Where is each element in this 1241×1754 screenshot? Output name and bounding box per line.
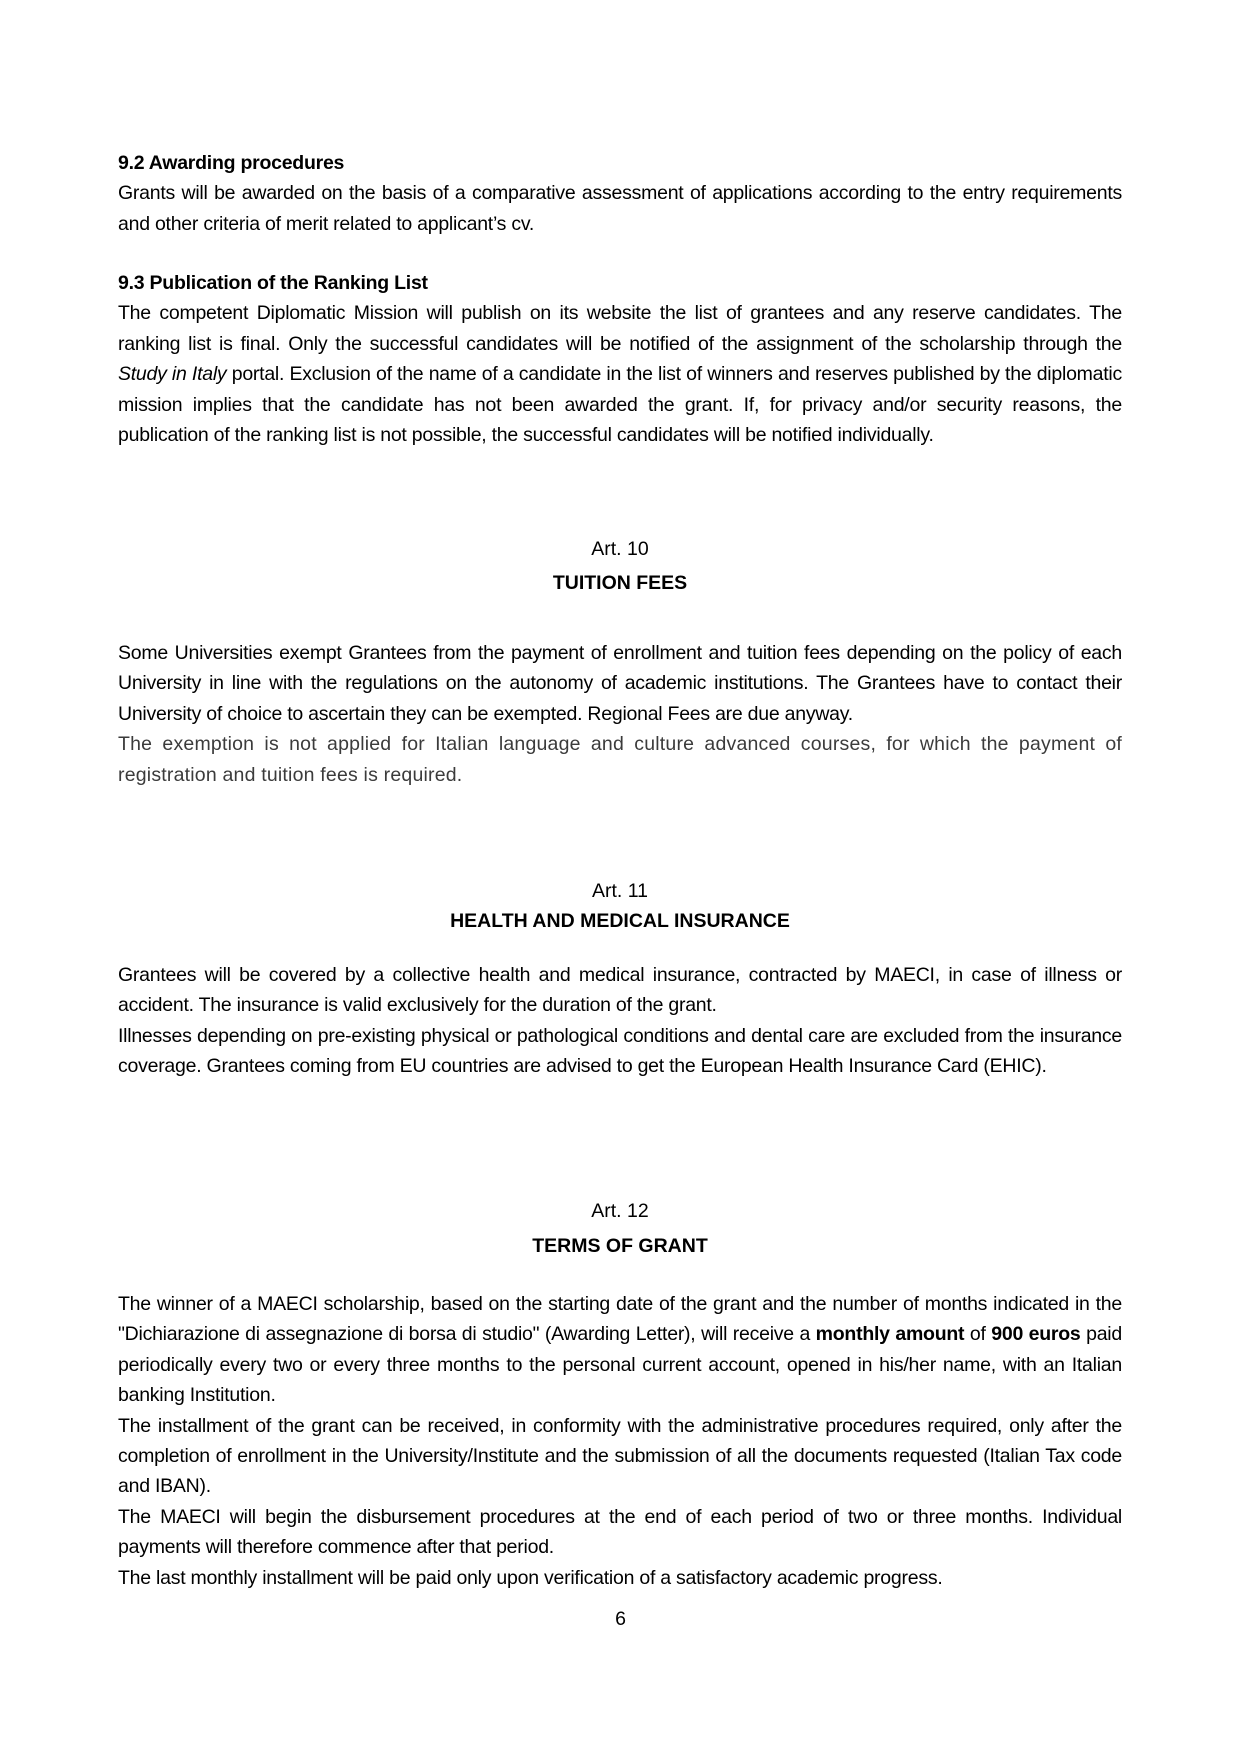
article-paragraph: Some Universities exempt Grantees from the payment of enrollment and tuition fees depending on the policy of each University in line with the regulations on the autonomy of academic institutions. The Grantees have to contact their University of choice to ascertain they can be exempted. Regional Fees are due anyway.: [118, 642, 1122, 725]
text-run: The winner of a MAECI scholarship, based on the starting date of the grant and the number of months indicated in the "Dichiarazione di assegnazione di borsa di studio" (Awarding Letter), will receive a: [118, 1293, 1122, 1346]
article-title: HEALTH AND MEDICAL INSURANCE: [450, 910, 790, 932]
italic-text-run: Study in Italy: [118, 363, 227, 386]
text-run: of: [964, 1323, 992, 1346]
section-9-3: [118, 268, 1122, 450]
article-paragraph: The last monthly installment will be paid only upon verification of a satisfactory academic progress.: [118, 1566, 943, 1589]
article-paragraph: Illnesses depending on pre-existing physical or pathological conditions and dental care are excluded from the insurance coverage. Grantees coming from EU countries are advised to get the European Health Insurance Card (EHIC).: [118, 1024, 1122, 1078]
article-11-body: [118, 960, 1122, 1082]
section-paragraph: [118, 298, 1122, 450]
article-paragraph: The MAECI will begin the disbursement procedures at the end of each period of two or three months. Individual payments will therefore commence after that period.: [118, 1505, 1122, 1559]
article-paragraph: [118, 1289, 1122, 1411]
section-heading: 9.2 Awarding procedures: [118, 152, 345, 174]
text-run: paid periodically every two or every three months to the personal current account, opened in his/her name, with an Italian banking Institution.: [118, 1323, 1122, 1407]
article-10-body: [118, 638, 1122, 790]
bold-text-run: monthly amount: [815, 1323, 965, 1346]
article-paragraph: The installment of the grant can be received, in conformity with the administrative procedures required, only after the completion of enrollment in the University/Institute and the submission of all the documents requested (Italian Tax code and IBAN).: [118, 1414, 1122, 1498]
text-run: portal. Exclusion of the name of a candidate in the list of winners and reserves published by the diplomatic mission implies that the candidate has not been awarded the grant. If, for privacy and/or security reasons, the publication of the ranking list is not possible, the successful candidates will be notified individually.: [118, 363, 1123, 447]
article-title: TERMS OF GRANT: [532, 1235, 708, 1257]
article-number: Art. 10: [591, 538, 649, 560]
page-number: 6: [615, 1608, 626, 1630]
text-run: The competent Diplomatic Mission will publish on its website the list of grantees and any reserve candidates. The ranking list is final. Only the successful candidates will be notified of the assignment of the scholarship through the: [118, 302, 1122, 355]
article-paragraph: The exemption is not applied for Italian language and culture advanced courses, for which the payment of registration and tuition fees is required.: [118, 733, 1122, 786]
bold-text-run: 900 euros: [991, 1323, 1081, 1346]
article-number: Art. 11: [592, 880, 648, 902]
article-title: TUITION FEES: [552, 572, 688, 594]
article-number: Art. 12: [591, 1200, 649, 1222]
section-paragraph: Grants will be awarded on the basis of a comparative assessment of applications according to the entry requirements and other criteria of merit related to applicant’s cv.: [118, 182, 1122, 235]
section-heading: 9.3 Publication of the Ranking List: [118, 272, 428, 294]
section-9-2: [118, 148, 1122, 239]
article-paragraph: Grantees will be covered by a collective health and medical insurance, contracted by MAECI, in case of illness or accident. The insurance is valid exclusively for the duration of the grant.: [118, 964, 1122, 1017]
article-12-body: [118, 1289, 1122, 1593]
